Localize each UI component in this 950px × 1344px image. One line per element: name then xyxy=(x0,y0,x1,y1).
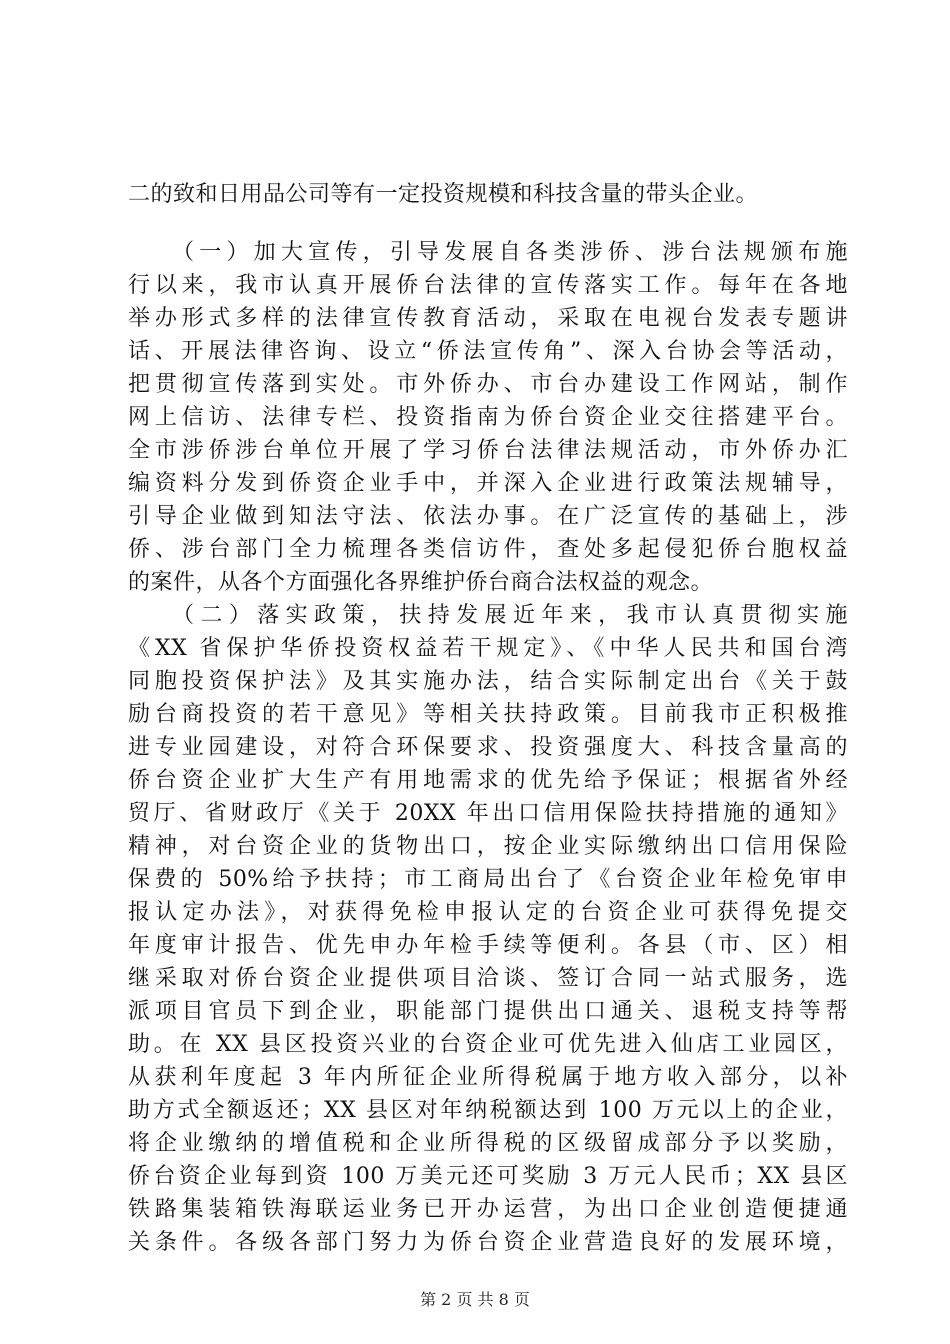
text-line: 引导企业做到知法守法、依法办事。在广泛宣传的基础上，涉 xyxy=(128,504,848,529)
text-line: 把贯彻宣传落到实处。市外侨办、市台办建设工作网站，制作 xyxy=(128,372,848,397)
text-line: 侨台资企业扩大生产有用地需求的优先给予保证；根据省外经 xyxy=(128,768,848,793)
text-line: 保费的 50%给予扶持；市工商局出台了《台资企业年检免审申 xyxy=(128,867,848,892)
intro-paragraph xyxy=(128,178,848,211)
text-line: 网上信访、法律专栏、投资指南为侨台资企业交往搭建平台。 xyxy=(128,405,848,430)
text-line: 派项目官员下到企业，职能部门提供出口通关、退税支持等帮 xyxy=(128,999,848,1024)
text-line: 的案件，从各个方面强化各界维护侨台商合法权益的观念。 xyxy=(128,570,714,595)
paragraph-two-first-line: （二）落实政策，扶持发展近年来，我市认真贯彻实施 xyxy=(172,603,848,628)
text-line: 关条件。各级各部门努力为侨台资企业营造良好的发展环境， xyxy=(128,1230,848,1255)
text-line: 铁路集装箱铁海联运业务已开办运营，为出口企业创造便捷通 xyxy=(128,1197,848,1222)
text-line: 励台商投资的若干意见》等相关扶持政策。目前我市正积极推 xyxy=(128,702,848,727)
text-line: 编资料分发到侨资企业手中，并深入企业进行政策法规辅导， xyxy=(128,471,848,496)
text-line: 行以来，我市认真开展侨台法律的宣传落实工作。每年在各地 xyxy=(128,273,848,298)
text-line: 侨、涉台部门全力梳理各类信访件，查处多起侵犯侨台胞权益 xyxy=(128,537,848,562)
text-line: 从获利年度起 3 年内所征企业所得税属于地方收入部分，以补 xyxy=(128,1065,848,1090)
text-line: 侨台资企业每到资 100 万美元还可奖励 3 万元人民币；XX 县区 xyxy=(128,1164,848,1189)
text-line: 助方式全额返还；XX 县区对年纳税额达到 100 万元以上的企业， xyxy=(128,1098,848,1123)
text-line: 进专业园建设，对符合环保要求、投资强度大、科技含量高的 xyxy=(128,735,848,760)
paragraph-one-first-line: （一）加大宣传，引导发展自各类涉侨、涉台法规颁布施 xyxy=(172,240,848,265)
text-line: 话、开展法律咨询、设立“侨法宣传角”、深入台协会等活动， xyxy=(128,339,848,364)
text-line: 二的致和日用品公司等有一定投资规模和科技含量的带头企业。 xyxy=(128,182,759,207)
text-line: 继采取对侨台资企业提供项目洽谈、签订合同一站式服务，选 xyxy=(128,966,848,991)
text-line: 同胞投资保护法》及其实施办法，结合实际制定出台《关于鼓 xyxy=(128,669,848,694)
text-line: 助。在 XX 县区投资兴业的台资企业可优先进入仙店工业园区， xyxy=(128,1032,848,1057)
text-line: 年度审计报告、优先申办年检手续等便利。各县（市、区）相 xyxy=(128,933,848,958)
text-line: 全市涉侨涉台单位开展了学习侨台法律法规活动，市外侨办汇 xyxy=(128,438,848,463)
page-number-label: 第 2 页 共 8 页 xyxy=(420,1290,530,1309)
page-footer xyxy=(0,1290,950,1310)
text-line: 《XX 省保护华侨投资权益若干规定》、《中华人民共和国台湾 xyxy=(128,636,848,661)
text-line: 贸厅、省财政厅《关于 20XX 年出口信用保险扶持措施的通知》 xyxy=(128,801,848,826)
text-line: 精神，对台资企业的货物出口，按企业实际缴纳出口信用保险 xyxy=(128,834,848,859)
body-text xyxy=(128,236,848,1259)
text-line: 举办形式多样的法律宣传教育活动，采取在电视台发表专题讲 xyxy=(128,306,848,331)
text-line: 报认定办法》，对获得免检申报认定的台资企业可获得免提交 xyxy=(128,900,848,925)
text-line: 将企业缴纳的增值税和企业所得税的区级留成部分予以奖励， xyxy=(128,1131,848,1156)
